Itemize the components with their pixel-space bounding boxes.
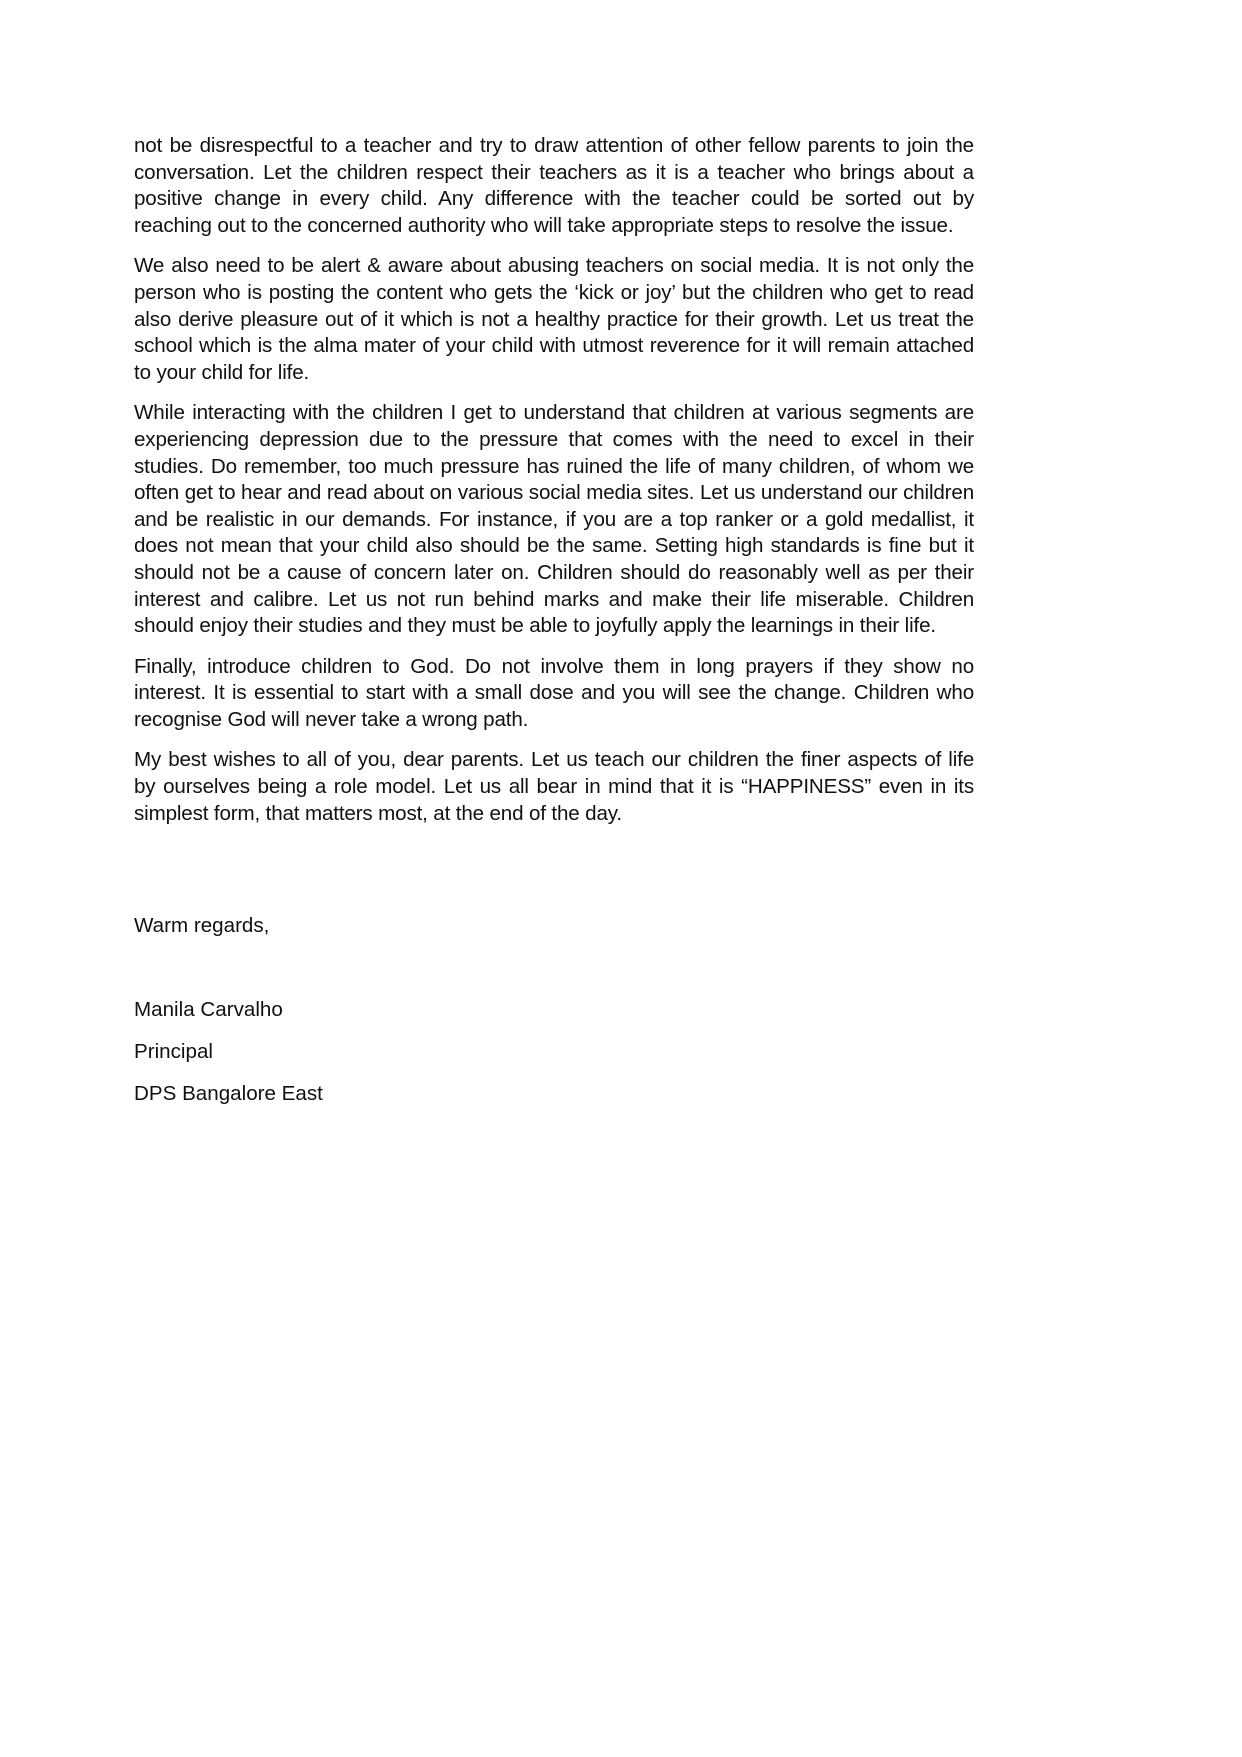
closing-salutation: Warm regards, <box>134 914 270 937</box>
paragraph-teacher-respect: not be disrespectful to a teacher and try to draw attention of other fellow parents to join the conversation. Let the children respect their teachers as it is a teacher who brings about a positive change in every child. Any difference with the teacher could be sorted out by reaching out to the concerned authority who will take appropriate steps to resolve the issue. <box>134 134 974 237</box>
signature-organization: DPS Bangalore East <box>134 1082 323 1105</box>
paragraph-social-media: We also need to be alert & aware about abusing teachers on social media. It is not only the person who is posting the content who gets the ‘kick or joy’ but the children who get to read also derive pleasure out of it which is not a healthy practice for their growth. Let us treat the school which is the alma mater of your child with utmost reverence for it will remain attached to your child for life. <box>134 254 974 384</box>
paragraph-academic-pressure: While interacting with the children I get to understand that children at various segments are experiencing depression due to the pressure that comes with the need to excel in their studies. Do remember, too much pressure has ruined the life of many children, of whom we often get to hear and read about on various social media sites. Let us understand our children and be realistic in our demands. For instance, if you are a top ranker or a gold medallist, it does not mean that your child also should be the same. Setting high standards is fine but it should not be a cause of concern later on. Children should do reasonably well as per their interest and calibre. Let us not run behind marks and make their life miserable. Children should enjoy their studies and they must be able to joyfully apply the learnings in their life. <box>134 401 974 638</box>
paragraph-introduce-god: Finally, introduce children to God. Do not involve them in long prayers if they show no interest. It is essential to start with a small dose and you will see the change. Children who recognise God will never take a wrong path. <box>134 654 974 731</box>
signature-title: Principal <box>134 1040 213 1063</box>
paragraph-best-wishes: My best wishes to all of you, dear parents. Let us teach our children the finer aspects of life by ourselves being a role model. Let us all bear in mind that it is “HAPPINESS” even in its simplest form, that matters most, at the end of the day. <box>134 748 974 825</box>
signature-name: Manila Carvalho <box>134 998 283 1021</box>
letter-body <box>134 133 974 841</box>
